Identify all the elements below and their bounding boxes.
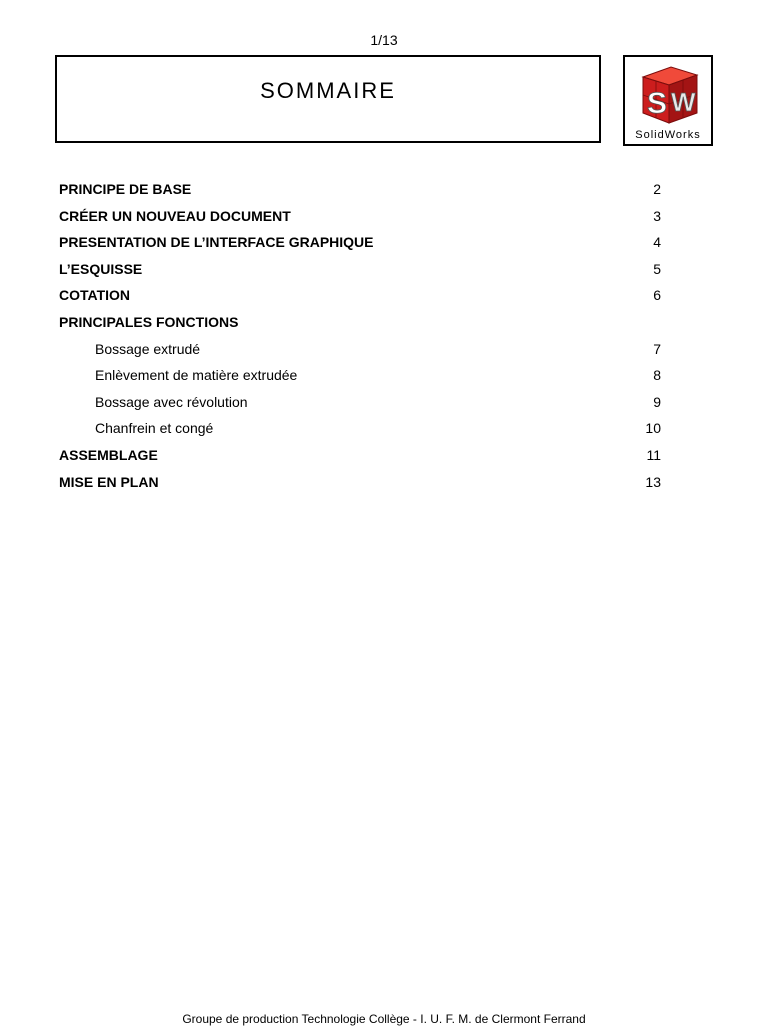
toc-entry[interactable] [0,309,768,336]
toc-entry-page: 3 [653,207,661,224]
toc-entry[interactable] [0,256,768,283]
toc-entry-label: CRÉER UN NOUVEAU DOCUMENT [59,207,291,224]
toc-entry-page: 7 [653,340,661,357]
toc-entry-page: 11 [646,446,661,463]
logo-caption: SolidWorks [635,129,701,141]
toc-entry-label: Bossage avec révolution [95,393,248,410]
toc-entry[interactable] [0,282,768,309]
page-number: 1/13 [370,32,398,48]
toc-entry-label: MISE EN PLAN [59,473,159,490]
toc-entry[interactable] [0,203,768,230]
toc-entry-label: PRINCIPE DE BASE [59,181,192,197]
toc-entry-page: 13 [645,473,661,490]
svg-text:S: S [647,87,668,120]
toc-entry-page: 2 [653,181,661,197]
toc-entry[interactable] [0,415,768,442]
toc-entry-label: PRESENTATION DE L’INTERFACE GRAPHIQUE [59,234,374,251]
solidworks-cube-icon [635,63,703,127]
toc-entry[interactable] [0,176,768,203]
toc-entry-label: Enlèvement de matière extrudée [95,367,298,384]
toc-entry[interactable] [0,229,768,256]
toc-entry[interactable] [0,336,768,363]
toc-entry-page: 8 [653,367,661,384]
footer-text: Groupe de production Technologie Collège - I. U. F. M. de Clermont Ferrand [182,1012,586,1026]
toc-entry-page: 6 [653,287,661,304]
toc-entry[interactable] [0,389,768,416]
svg-text:W: W [671,87,696,117]
toc-entry-page: 9 [653,393,661,410]
toc-entry-label: Bossage extrudé [95,340,201,357]
toc-entry-page: 4 [653,234,661,251]
toc-entry-page: 10 [645,420,661,437]
toc-entry-label: L’ESQUISSE [59,260,143,277]
toc-entry-label: COTATION [59,287,131,304]
toc-entry[interactable] [0,362,768,389]
toc-entry-label: Chanfrein et congé [95,420,214,437]
page-title: SOMMAIRE [260,78,396,103]
toc-entry[interactable] [0,469,768,496]
toc-entry-label: PRINCIPALES FONCTIONS [59,313,239,330]
title-box [55,55,601,143]
toc-entry[interactable] [0,442,768,469]
table-of-contents [0,176,768,495]
toc-entry-label: ASSEMBLAGE [59,446,158,463]
solidworks-logo [623,55,713,146]
toc-entry-page: 5 [653,260,661,277]
